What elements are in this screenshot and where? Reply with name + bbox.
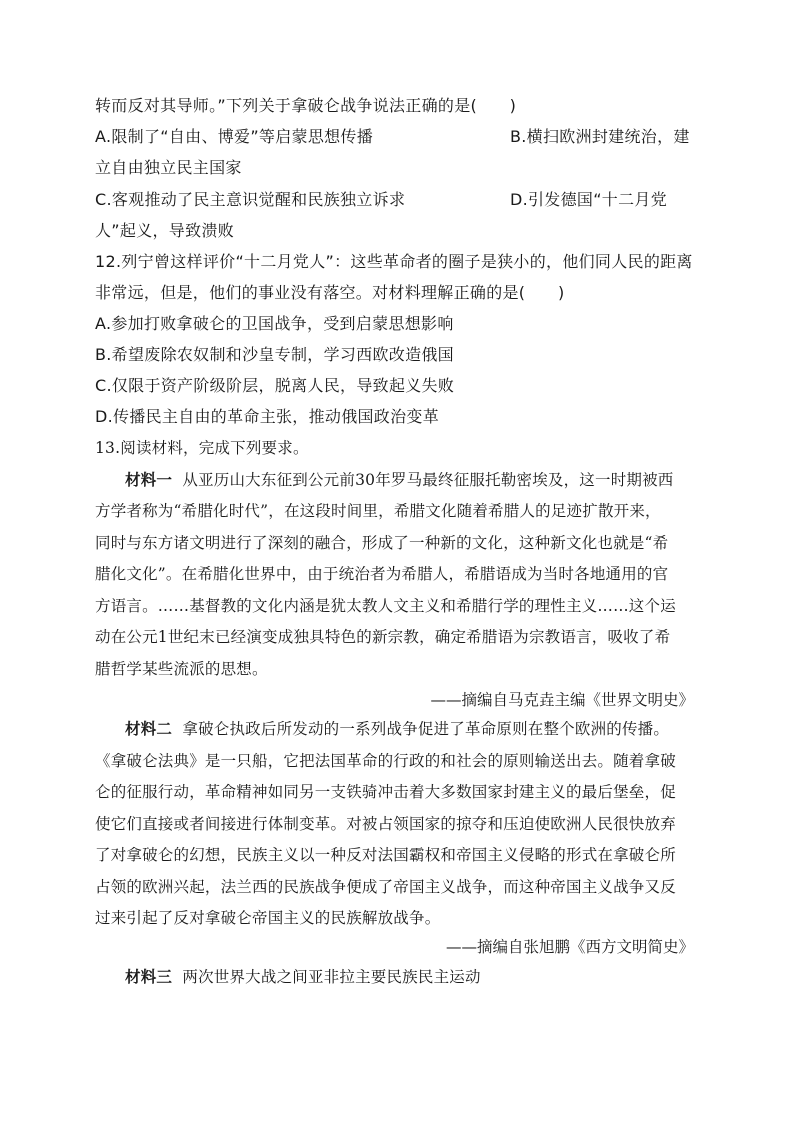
- material-1-label: 材料一: [125, 470, 173, 489]
- q12-stem-line-1: 12.列宁曾这样评价“十二月党人”：这些革命者的圈子是狭小的，他们同人民的距离: [95, 252, 693, 271]
- material-2-line-6: 占领的欧洲兴起，法兰西的民族战争便成了帝国主义战争，而这种帝国主义战争又反: [95, 878, 676, 896]
- material-1-line-6: 动在公元1世纪末已经演变成独具特色的新宗教，确定希腊语为宗教语言，吸收了希: [95, 628, 671, 646]
- q12-option-a: A.参加打败拿破仑的卫国战争，受到启蒙思想影响: [95, 314, 454, 333]
- material-1-line-5: 方语言。……基督教的文化内涵是犹太教人文主义和希腊行学的理性主义……这个运: [95, 597, 676, 615]
- material-2-line-3: 仑的征服行动，革命精神如同另一支铁骑冲击着大多数国家封建主义的最后堡垒，促: [95, 783, 676, 801]
- material-1-line-3: 同时与东方诸文明进行了深刻的融合，形成了一种新的文化，这种新文化也就是“希: [95, 534, 669, 552]
- material-2-line-7: 过来引起了反对拿破仑帝国主义的民族解放战争。: [95, 909, 441, 927]
- q11-stem-tail: 转而反对其导师。”下列关于拿破仑战争说法正确的是( ): [95, 96, 517, 115]
- q11-option-d-continued: 人”起义，导致溃败: [95, 221, 234, 240]
- material-2-line-2: 《拿破仑法典》是一只船，它把法国革命的行政的和社会的原则输送出去。随着拿破: [95, 752, 676, 770]
- material-2-source: ——摘编自张旭鹏《西方文明简史》: [445, 938, 694, 956]
- material-1-line-1: 材料一 从亚历山大东征到公元前30年罗马最终征服托勒密埃及，这一时期被西: [125, 470, 674, 489]
- q11-option-b-continued: 立自由独立民主国家: [95, 158, 242, 177]
- q11-option-a: A.限制了“自由、博爱”等启蒙思想传播: [95, 127, 374, 146]
- material-1-line-2: 方学者称为“希腊化时代”，在这段时间里，希腊文化随着希腊人的足迹扩散开来，: [95, 502, 661, 520]
- q12-option-c: C.仅限于资产阶级阶层，脱离人民，导致起义失败: [95, 376, 455, 395]
- material-3-label: 材料三: [125, 967, 173, 986]
- q11-option-b: B.横扫欧洲封建统治，建: [510, 127, 690, 146]
- material-2-line-4: 使它们直接或者间接进行体制变革。对被占领国家的掠夺和压迫使欧洲人民很快放弃: [95, 815, 676, 833]
- material-1-line-7: 腊哲学某些流派的思想。: [95, 660, 268, 678]
- q12-option-d: D.传播民主自由的革命主张，推动俄国政治变革: [95, 407, 440, 426]
- material-2-line-5: 了对拿破仑的幻想，民族主义以一种反对法国霸权和帝国主义侵略的形式在拿破仑所: [95, 846, 676, 864]
- q13-stem: 13.阅读材料，完成下列要求。: [95, 439, 309, 457]
- material-3-line: 材料三 两次世界大战之间亚非拉主要民族民主运动: [125, 967, 481, 986]
- q12-option-b: B.希望废除农奴制和沙皇专制，学习西欧改造俄国: [95, 345, 454, 364]
- q11-option-d: D.引发德国“十二月党: [510, 190, 667, 209]
- material-2-label: 材料二: [125, 719, 173, 738]
- material-1-source: ——摘编自马克垚主编《世界文明史》: [430, 691, 694, 709]
- q12-stem-line-2: 非常远，但是，他们的事业没有落空。对材料理解正确的是( ): [95, 283, 565, 302]
- material-2-line-1: 材料二 拿破仑执政后所发动的一系列战争促进了革命原则在整个欧洲的传播。: [125, 719, 670, 738]
- q11-option-c: C.客观推动了民主意识觉醒和民族独立诉求: [95, 190, 406, 209]
- material-1-line-4: 腊化文化”。在希腊化世界中，由于统治者为希腊人，希腊语成为当时各地通用的官: [95, 565, 669, 583]
